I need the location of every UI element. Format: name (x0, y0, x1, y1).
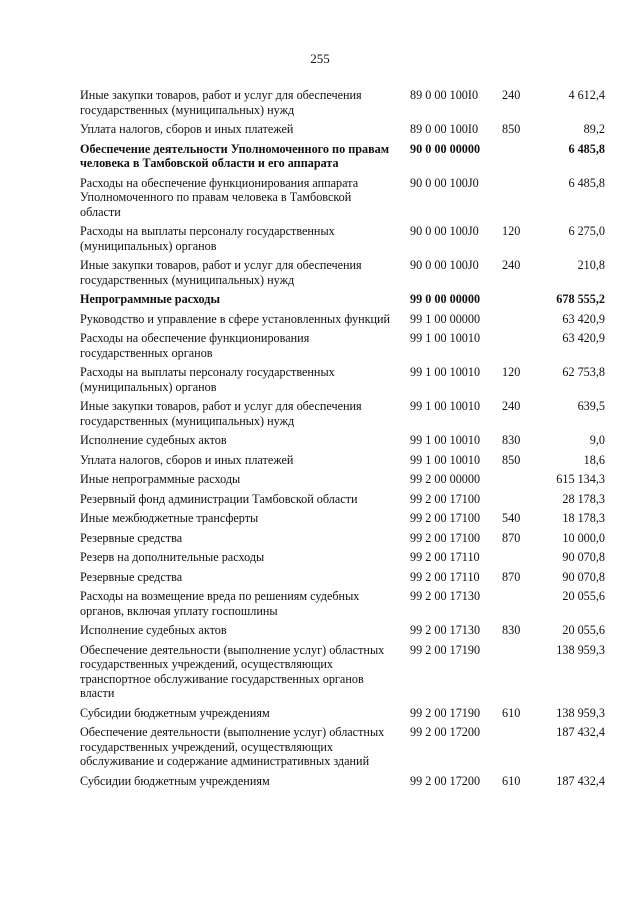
table-row (80, 774, 605, 789)
row-name: Иные непрограммные расходы (80, 472, 241, 486)
row-code: 99 2 00 17110 (410, 550, 480, 564)
row-code: 99 2 00 17100 (410, 511, 481, 525)
row-expense-type: 240 (502, 258, 521, 272)
row-amount: 90 070,8 (562, 550, 605, 564)
row-amount: 20 055,6 (562, 623, 605, 637)
row-name: Резервные средства (80, 530, 183, 545)
row-amount: 90 070,8 (562, 569, 605, 584)
table-row (80, 292, 605, 307)
row-name: Уплата налогов, сборов и иных платежей (80, 122, 294, 136)
row-name: Исполнение судебных актов (80, 623, 227, 637)
row-expense-type: 830 (502, 433, 521, 447)
row-name: Обеспечение деятельности (выполнение услуг) областных государственных учреждений, осуществляющих обслуживание и содержание административных зданий (80, 725, 385, 768)
row-amount: 6 275,0 (568, 224, 605, 238)
table-row (80, 142, 605, 171)
table-row (80, 88, 605, 117)
row-code: 90 0 00 100J0 (410, 258, 479, 272)
row-name: Уплата налогов, сборов и иных платежей (80, 452, 294, 467)
row-amount: 9,0 (589, 433, 605, 447)
table-row (80, 258, 605, 287)
row-code: 99 1 00 10010 (410, 399, 481, 413)
row-code: 99 2 00 17100 (410, 530, 481, 545)
row-name: Обеспечение деятельности Уполномоченного по правам человека в Тамбовской области и его аппарата (80, 141, 390, 170)
table-row (80, 492, 605, 507)
table-row (80, 531, 605, 546)
row-amount: 615 134,3 (556, 472, 605, 486)
row-expense-type: 850 (502, 452, 521, 467)
table-row (80, 122, 605, 137)
row-amount: 639,5 (577, 399, 605, 413)
row-name: Резервные средства (80, 569, 183, 584)
row-code: 99 2 00 17190 (410, 642, 481, 657)
row-amount: 20 055,6 (562, 589, 605, 603)
table-row (80, 643, 605, 701)
budget-table (80, 88, 605, 793)
row-expense-type: 850 (502, 122, 521, 136)
row-expense-type: 120 (502, 365, 521, 379)
row-code: 99 1 00 10010 (410, 365, 481, 379)
row-amount: 138 959,3 (556, 705, 605, 720)
row-expense-type: 240 (502, 399, 521, 413)
row-expense-type: 610 (502, 773, 521, 788)
table-row (80, 725, 605, 769)
row-name: Руководство и управление в сфере установленных функций (80, 311, 391, 326)
table-row (80, 453, 605, 468)
row-code: 99 2 00 17110 (410, 569, 480, 584)
table-row (80, 365, 605, 394)
row-code: 99 2 00 17200 (410, 773, 481, 788)
row-name: Расходы на обеспечение функционирования государственных органов (80, 331, 310, 360)
table-row (80, 224, 605, 253)
row-name: Иные межбюджетные трансферты (80, 511, 259, 525)
row-expense-type: 240 (502, 88, 521, 102)
row-expense-type: 870 (502, 530, 521, 545)
row-amount: 63 420,9 (562, 311, 605, 326)
row-amount: 63 420,9 (562, 331, 605, 345)
row-code: 99 0 00 00000 (410, 292, 481, 306)
row-name: Субсидии бюджетным учреждениям (80, 705, 270, 720)
row-name: Расходы на возмещение вреда по решениям судебных органов, включая уплату госпошлины (80, 589, 360, 618)
row-code: 99 2 00 17200 (410, 725, 481, 739)
row-code: 99 1 00 10010 (410, 452, 481, 467)
row-code: 90 0 00 100J0 (410, 175, 479, 190)
row-name: Субсидии бюджетным учреждениям (80, 773, 270, 788)
row-name: Непрограммные расходы (80, 292, 220, 306)
row-expense-type: 870 (502, 569, 521, 584)
row-code: 99 2 00 17100 (410, 491, 481, 506)
row-amount: 10 000,0 (562, 530, 605, 545)
row-name: Исполнение судебных актов (80, 433, 227, 447)
row-amount: 18 178,3 (562, 511, 605, 525)
table-row (80, 706, 605, 721)
row-amount: 678 555,2 (556, 292, 605, 306)
table-row (80, 589, 605, 618)
row-code: 99 2 00 00000 (410, 472, 481, 486)
row-amount: 187 432,4 (556, 725, 605, 739)
row-amount: 187 432,4 (556, 773, 605, 788)
row-amount: 138 959,3 (556, 642, 605, 657)
row-amount: 28 178,3 (562, 491, 605, 506)
table-row (80, 570, 605, 585)
row-name: Иные закупки товаров, работ и услуг для обеспечения государственных (муниципальных) нужд (80, 399, 362, 428)
row-amount: 6 485,8 (568, 175, 605, 190)
table-row (80, 312, 605, 327)
table-row (80, 399, 605, 428)
table-row (80, 623, 605, 638)
row-name: Расходы на обеспечение функционирования аппарата Уполномоченного по правам человека в Тамбовской области (80, 175, 359, 219)
row-code: 99 1 00 10010 (410, 331, 481, 345)
row-name: Расходы на выплаты персоналу государственных (муниципальных) органов (80, 365, 335, 394)
row-code: 99 2 00 17190 (410, 705, 481, 720)
table-row (80, 550, 605, 565)
row-code: 99 2 00 17130 (410, 623, 481, 637)
row-amount: 89,2 (583, 122, 605, 136)
row-code: 89 0 00 100I0 (410, 122, 479, 136)
row-code: 89 0 00 100I0 (410, 88, 479, 102)
row-code: 99 1 00 00000 (410, 311, 481, 326)
row-amount: 62 753,8 (562, 365, 605, 379)
row-code: 90 0 00 100J0 (410, 224, 479, 238)
row-expense-type: 610 (502, 705, 521, 720)
page-number: 255 (310, 51, 330, 66)
table-row (80, 331, 605, 360)
table-row (80, 472, 605, 487)
row-name: Резерв на дополнительные расходы (80, 550, 265, 564)
table-row (80, 176, 605, 220)
row-amount: 4 612,4 (568, 88, 605, 102)
row-code: 99 2 00 17130 (410, 589, 481, 603)
row-name: Иные закупки товаров, работ и услуг для обеспечения государственных (муниципальных) нужд (80, 88, 362, 117)
table-row (80, 511, 605, 526)
row-name: Иные закупки товаров, работ и услуг для обеспечения государственных (муниципальных) нужд (80, 258, 362, 287)
row-amount: 18,6 (583, 452, 605, 467)
row-name: Обеспечение деятельности (выполнение услуг) областных государственных учреждений, осуществляющих транспортное обслуживание государственных органов власти (80, 642, 385, 700)
row-code: 99 1 00 10010 (410, 433, 481, 447)
row-amount: 6 485,8 (568, 141, 605, 156)
row-name: Расходы на выплаты персоналу государственных (муниципальных) органов (80, 224, 335, 253)
row-name: Резервный фонд администрации Тамбовской области (80, 491, 358, 506)
row-expense-type: 540 (502, 511, 521, 525)
row-expense-type: 120 (502, 224, 521, 238)
row-amount: 210,8 (577, 258, 605, 272)
row-code: 90 0 00 00000 (410, 141, 481, 156)
row-expense-type: 830 (502, 623, 521, 637)
table-row (80, 433, 605, 448)
